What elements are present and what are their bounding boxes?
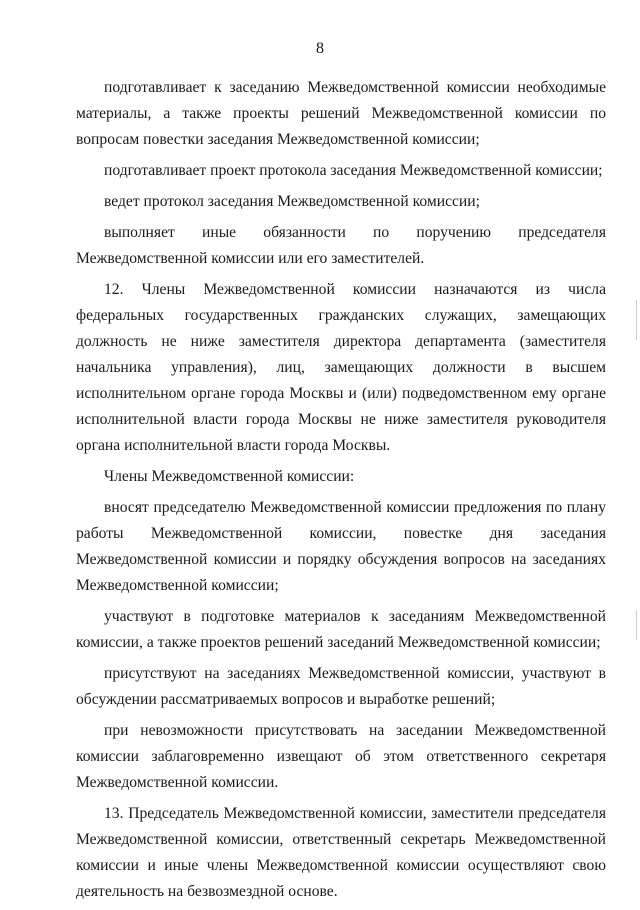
paragraph-members-attend: присутствуют на заседаниях Межведомственной комиссии, участвуют в обсуждении рассматриваемых вопросов и выработке решений; <box>76 665 606 708</box>
paragraph-prepares-protocol-draft: подготавливает проект протокола заседания Межведомственной комиссии; <box>104 162 603 179</box>
page-number: 8 <box>316 40 324 57</box>
scan-edge-mark <box>636 300 637 340</box>
paragraph-members-heading: Члены Межведомственной комиссии: <box>104 468 355 485</box>
scan-edge-mark <box>636 610 637 640</box>
paragraph-members-participate: участвуют в подготовке материалов к заседаниям Межведомственной комиссии, а также проектов решений заседаний Межведомственной комиссии; <box>76 608 606 651</box>
paragraph-clause-13: 13. Председатель Межведомственной комиссии, заместители председателя Межведомственной комиссии, ответственный секретарь Межведомственной комиссии и иные члены Межведомственной комиссии осуществляют свою деятельность на безвозмездной основе. <box>76 805 606 900</box>
paragraph-members-propose: вносят председателю Межведомственной комиссии предложения по плану работы Межведомственной комиссии, повестке дня заседания Межведомственной комиссии и порядку обсуждения вопросов на заседаниях Межведомственной комиссии; <box>76 499 606 594</box>
paragraph-keeps-protocol: ведет протокол заседания Межведомственной комиссии; <box>104 193 480 210</box>
paragraph-members-notify: при невозможности присутствовать на заседании Межведомственной комиссии заблаговременно извещают об этом ответственного секретаря Межведомственной комиссии. <box>76 722 606 791</box>
document-body <box>76 75 606 910</box>
paragraph-prepares-materials: подготавливает к заседанию Межведомственной комиссии необходимые материалы, а также проекты решений Межведомственной комиссии по вопросам повестки заседания Межведомственной комиссии; <box>76 79 606 148</box>
paragraph-clause-12: 12. Члены Межведомственной комиссии назначаются из числа федеральных государственных гражданских служащих, замещающих должность не ниже заместителя директора департамента (заместителя начальника управления), лиц, замещающих должности в высшем исполнительном органе города Москвы и (или) подведомственном ему органе исполнительной власти города Москвы не ниже заместителя руководителя органа исполнительной власти города Москвы. <box>76 281 606 454</box>
paragraph-other-duties: выполняет иные обязанности по поручению председателя Межведомственной комиссии или его заместителей. <box>76 224 606 267</box>
